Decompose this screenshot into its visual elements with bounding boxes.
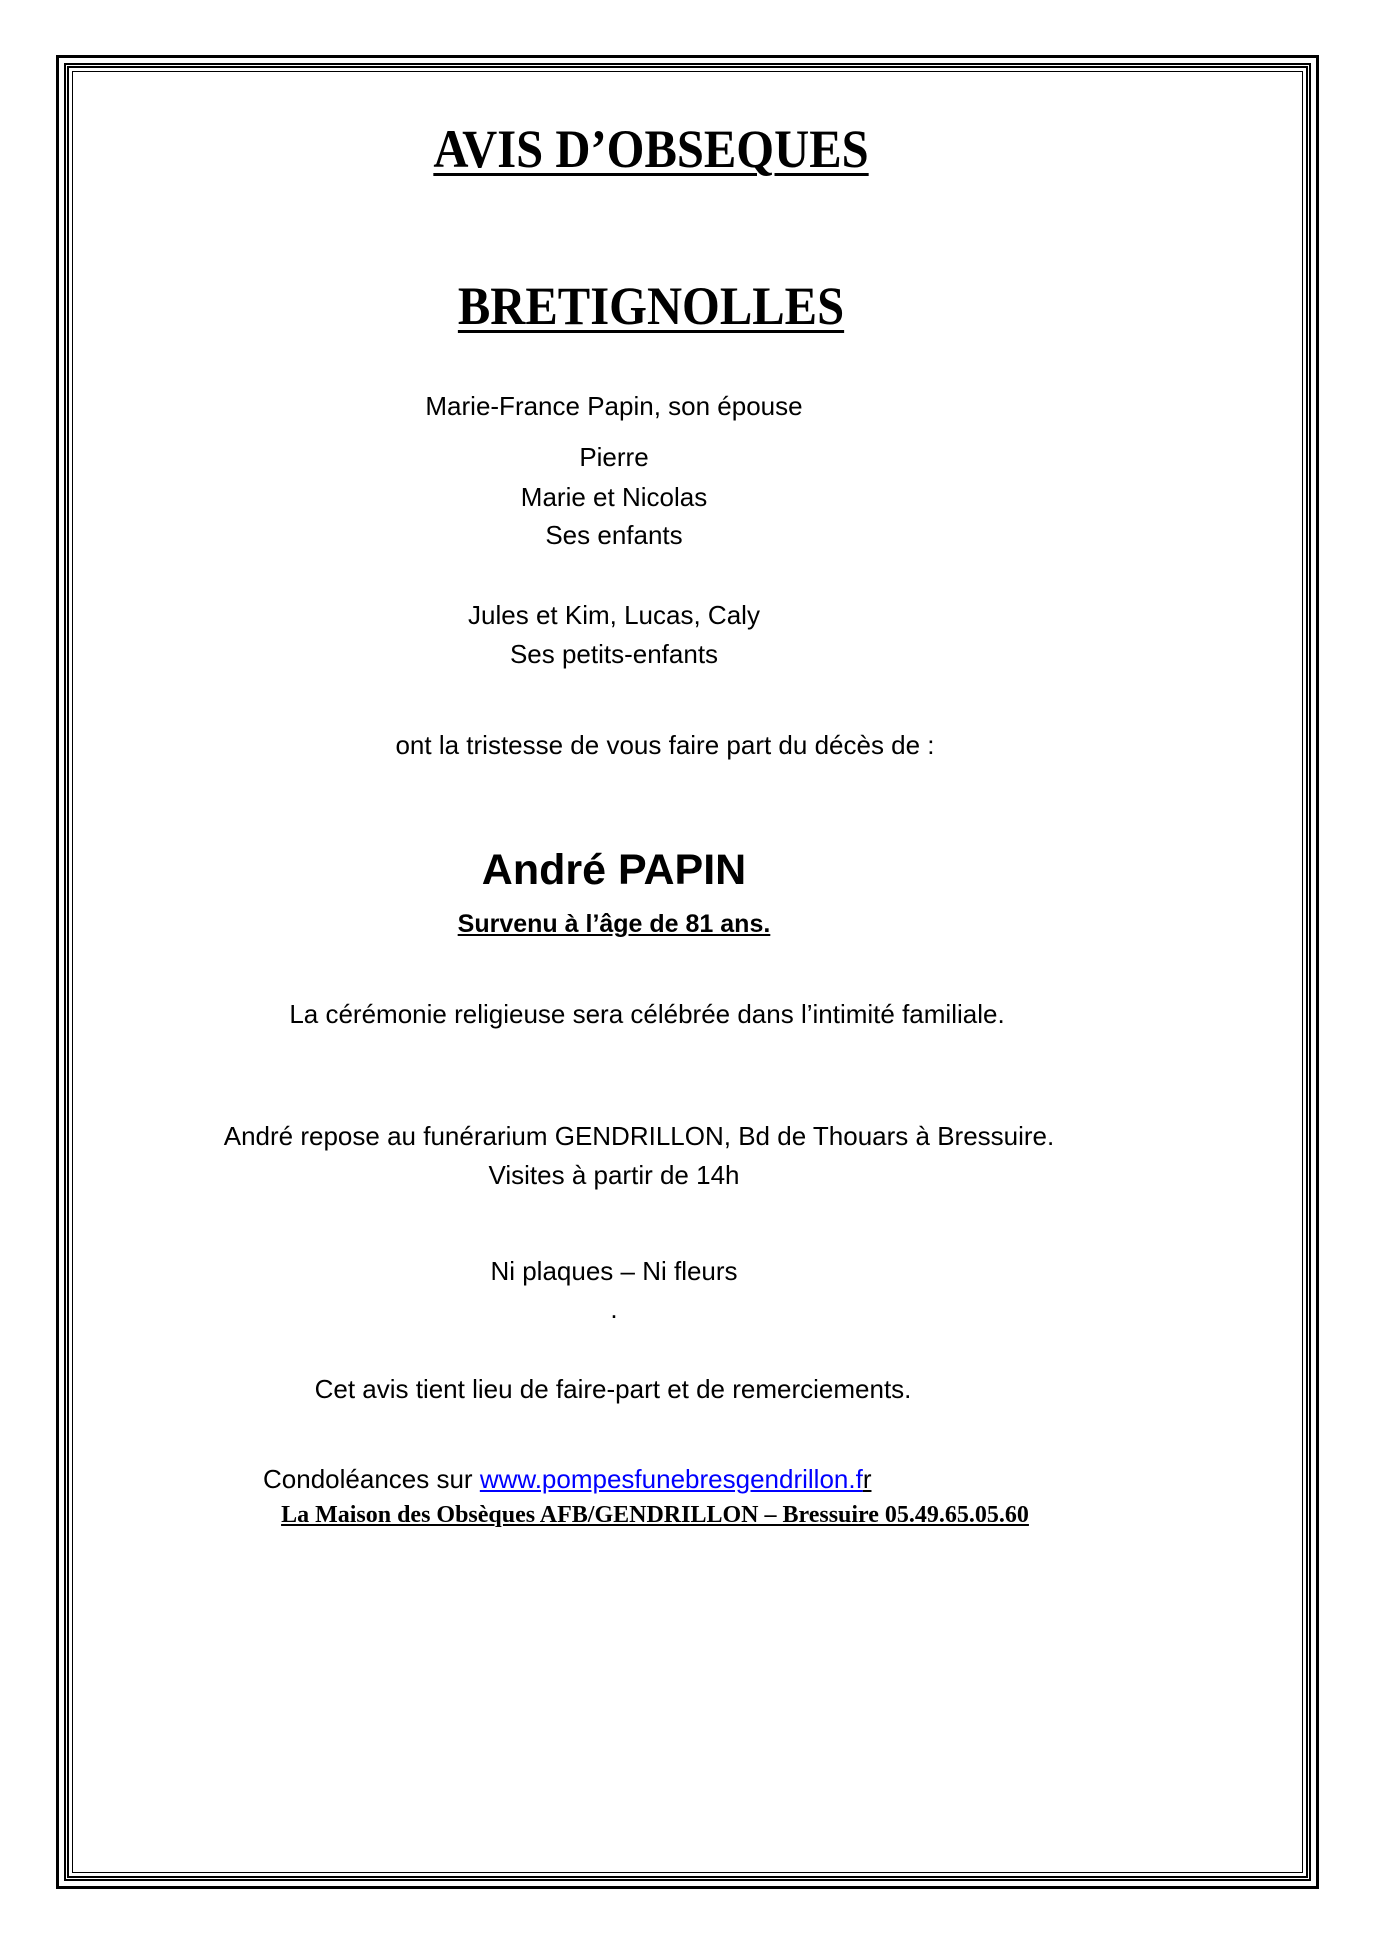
no-flowers-line: Ni plaques – Ni fleurs — [490, 1256, 738, 1286]
grandchildren-line: Jules et Kim, Lucas, Caly — [468, 600, 760, 630]
notice-line: Cet avis tient lieu de faire-part et de remerciements. — [314, 1374, 912, 1404]
dot-line: . — [610, 1294, 618, 1324]
notice-title: AVIS D’OBSEQUES — [433, 119, 869, 179]
announcement-line: ont la tristesse de vous faire part du décès de : — [395, 730, 935, 760]
rest-place-line: André repose au funérarium GENDRILLON, Bd de Thouars à Bressuire. — [223, 1121, 1055, 1151]
grandchildren-label: Ses petits-enfants — [509, 639, 719, 669]
condolences-link[interactable]: www.pompesfunebresgendrillon.f — [479, 1464, 863, 1494]
child-line-1: Pierre — [579, 442, 649, 472]
funeral-home-footer: La Maison des Obsèques AFB/GENDRILLON – Bressuire 05.49.65.05.60 — [281, 1502, 1029, 1528]
condolences-suffix: r — [862, 1464, 872, 1494]
condolences-prefix: Condoléances sur — [263, 1464, 480, 1494]
condolences-line — [263, 1464, 871, 1495]
children-label: Ses enfants — [545, 520, 683, 550]
spouse-line: Marie-France Papin, son épouse — [425, 391, 803, 421]
town-heading: BRETIGNOLLES — [457, 276, 845, 336]
visits-line: Visites à partir de 14h — [488, 1160, 740, 1190]
ceremony-line: La cérémonie religieuse sera célébrée dans l’intimité familiale. — [289, 999, 1005, 1029]
deceased-name: André PAPIN — [481, 846, 747, 894]
age-line: Survenu à l’âge de 81 ans. — [457, 910, 771, 938]
child-line-2: Marie et Nicolas — [520, 482, 708, 512]
